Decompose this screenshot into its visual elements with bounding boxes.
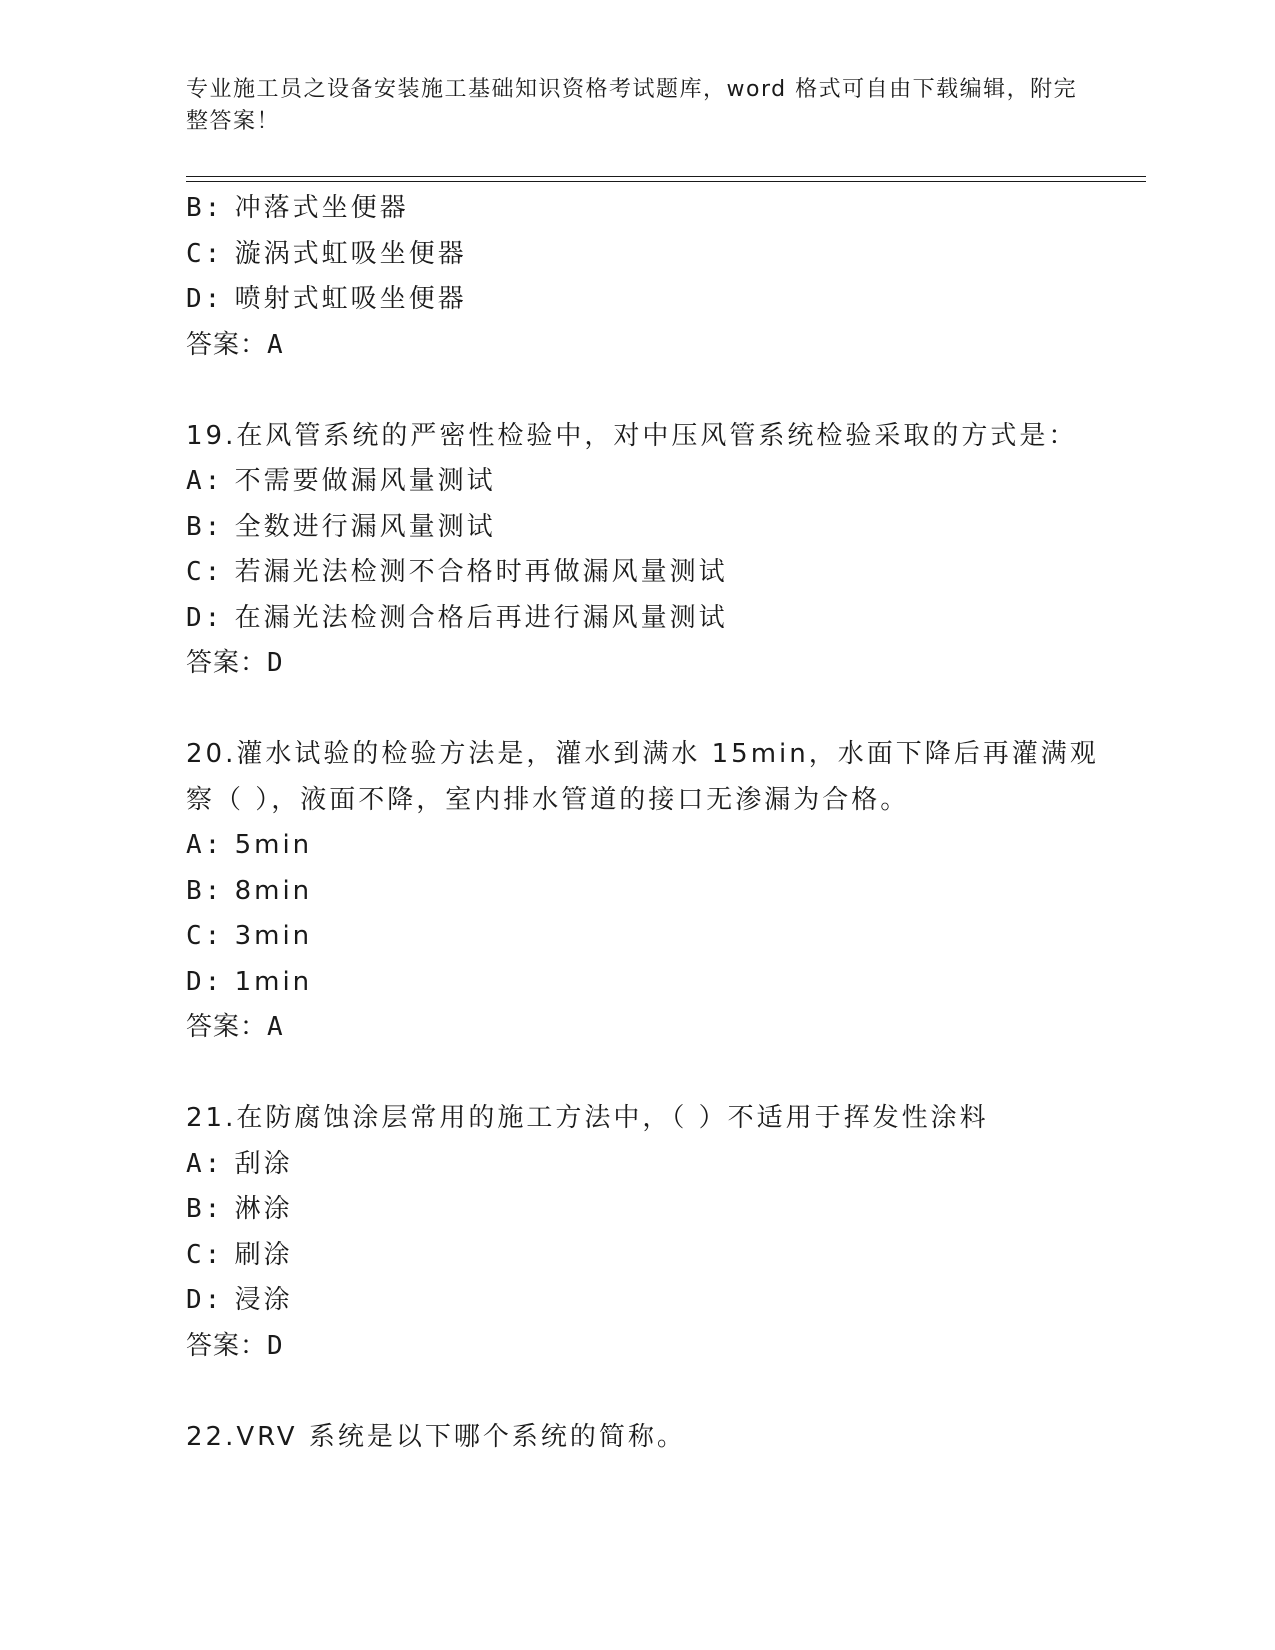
- question-block-22: [186, 1415, 1086, 1461]
- question-text: 22.VRV 系统是以下哪个系统的简称。: [186, 1421, 686, 1452]
- option-b: B: 8min: [186, 875, 313, 906]
- answer: 答案：A: [186, 329, 284, 360]
- option-a: A: 不需要做漏风量测试: [186, 466, 496, 496]
- option-b: B: 全数进行漏风量测试: [186, 511, 496, 542]
- question-text: 21.在防腐蚀涂层常用的施工方法中，（ ）不适用于挥发性涂料: [186, 1103, 989, 1133]
- option-b: B: 冲落式坐便器: [186, 193, 409, 223]
- document-header: 专业施工员之设备安装施工基础知识资格考试题库，word 格式可自由下载编辑，附完整答案！: [186, 77, 1078, 134]
- answer: 答案：D: [186, 648, 284, 678]
- question-text-line-1: 20.灌水试验的检验方法是，灌水到满水 15min，水面下降后再灌满观: [186, 739, 1099, 769]
- question-block-18: [186, 186, 1086, 368]
- answer: 答案：D: [186, 1330, 284, 1361]
- option-d: D: 浸涂: [186, 1285, 293, 1315]
- question-block-19: [186, 414, 1086, 687]
- question-list: [186, 186, 1099, 1460]
- question-block-21: [186, 1096, 1086, 1369]
- option-d: D: 喷射式虹吸坐便器: [186, 284, 467, 314]
- question-block-20: [186, 732, 1099, 1051]
- option-d: D: 在漏光法检测合格后再进行漏风量测试: [186, 602, 728, 633]
- header-divider-top: [186, 176, 1146, 177]
- answer: 答案：A: [186, 1012, 284, 1042]
- option-a: A: 5min: [186, 830, 313, 860]
- option-c: C: 若漏光法检测不合格时再做漏风量测试: [186, 557, 728, 587]
- option-c: C: 刷涂: [186, 1239, 293, 1270]
- header-divider-bottom: [186, 181, 1146, 182]
- option-a: A: 刮涂: [186, 1148, 293, 1179]
- question-text: 19.在风管系统的严密性检验中，对中压风管系统检验采取的方式是：: [186, 420, 1078, 451]
- option-b: B: 淋涂: [186, 1194, 293, 1224]
- question-text-line-2: 察（ ），液面不降，室内排水管道的接口无渗漏为合格。: [186, 784, 910, 815]
- option-c: C: 漩涡式虹吸坐便器: [186, 238, 467, 269]
- option-c: C: 3min: [186, 921, 313, 951]
- option-d: D: 1min: [186, 966, 313, 997]
